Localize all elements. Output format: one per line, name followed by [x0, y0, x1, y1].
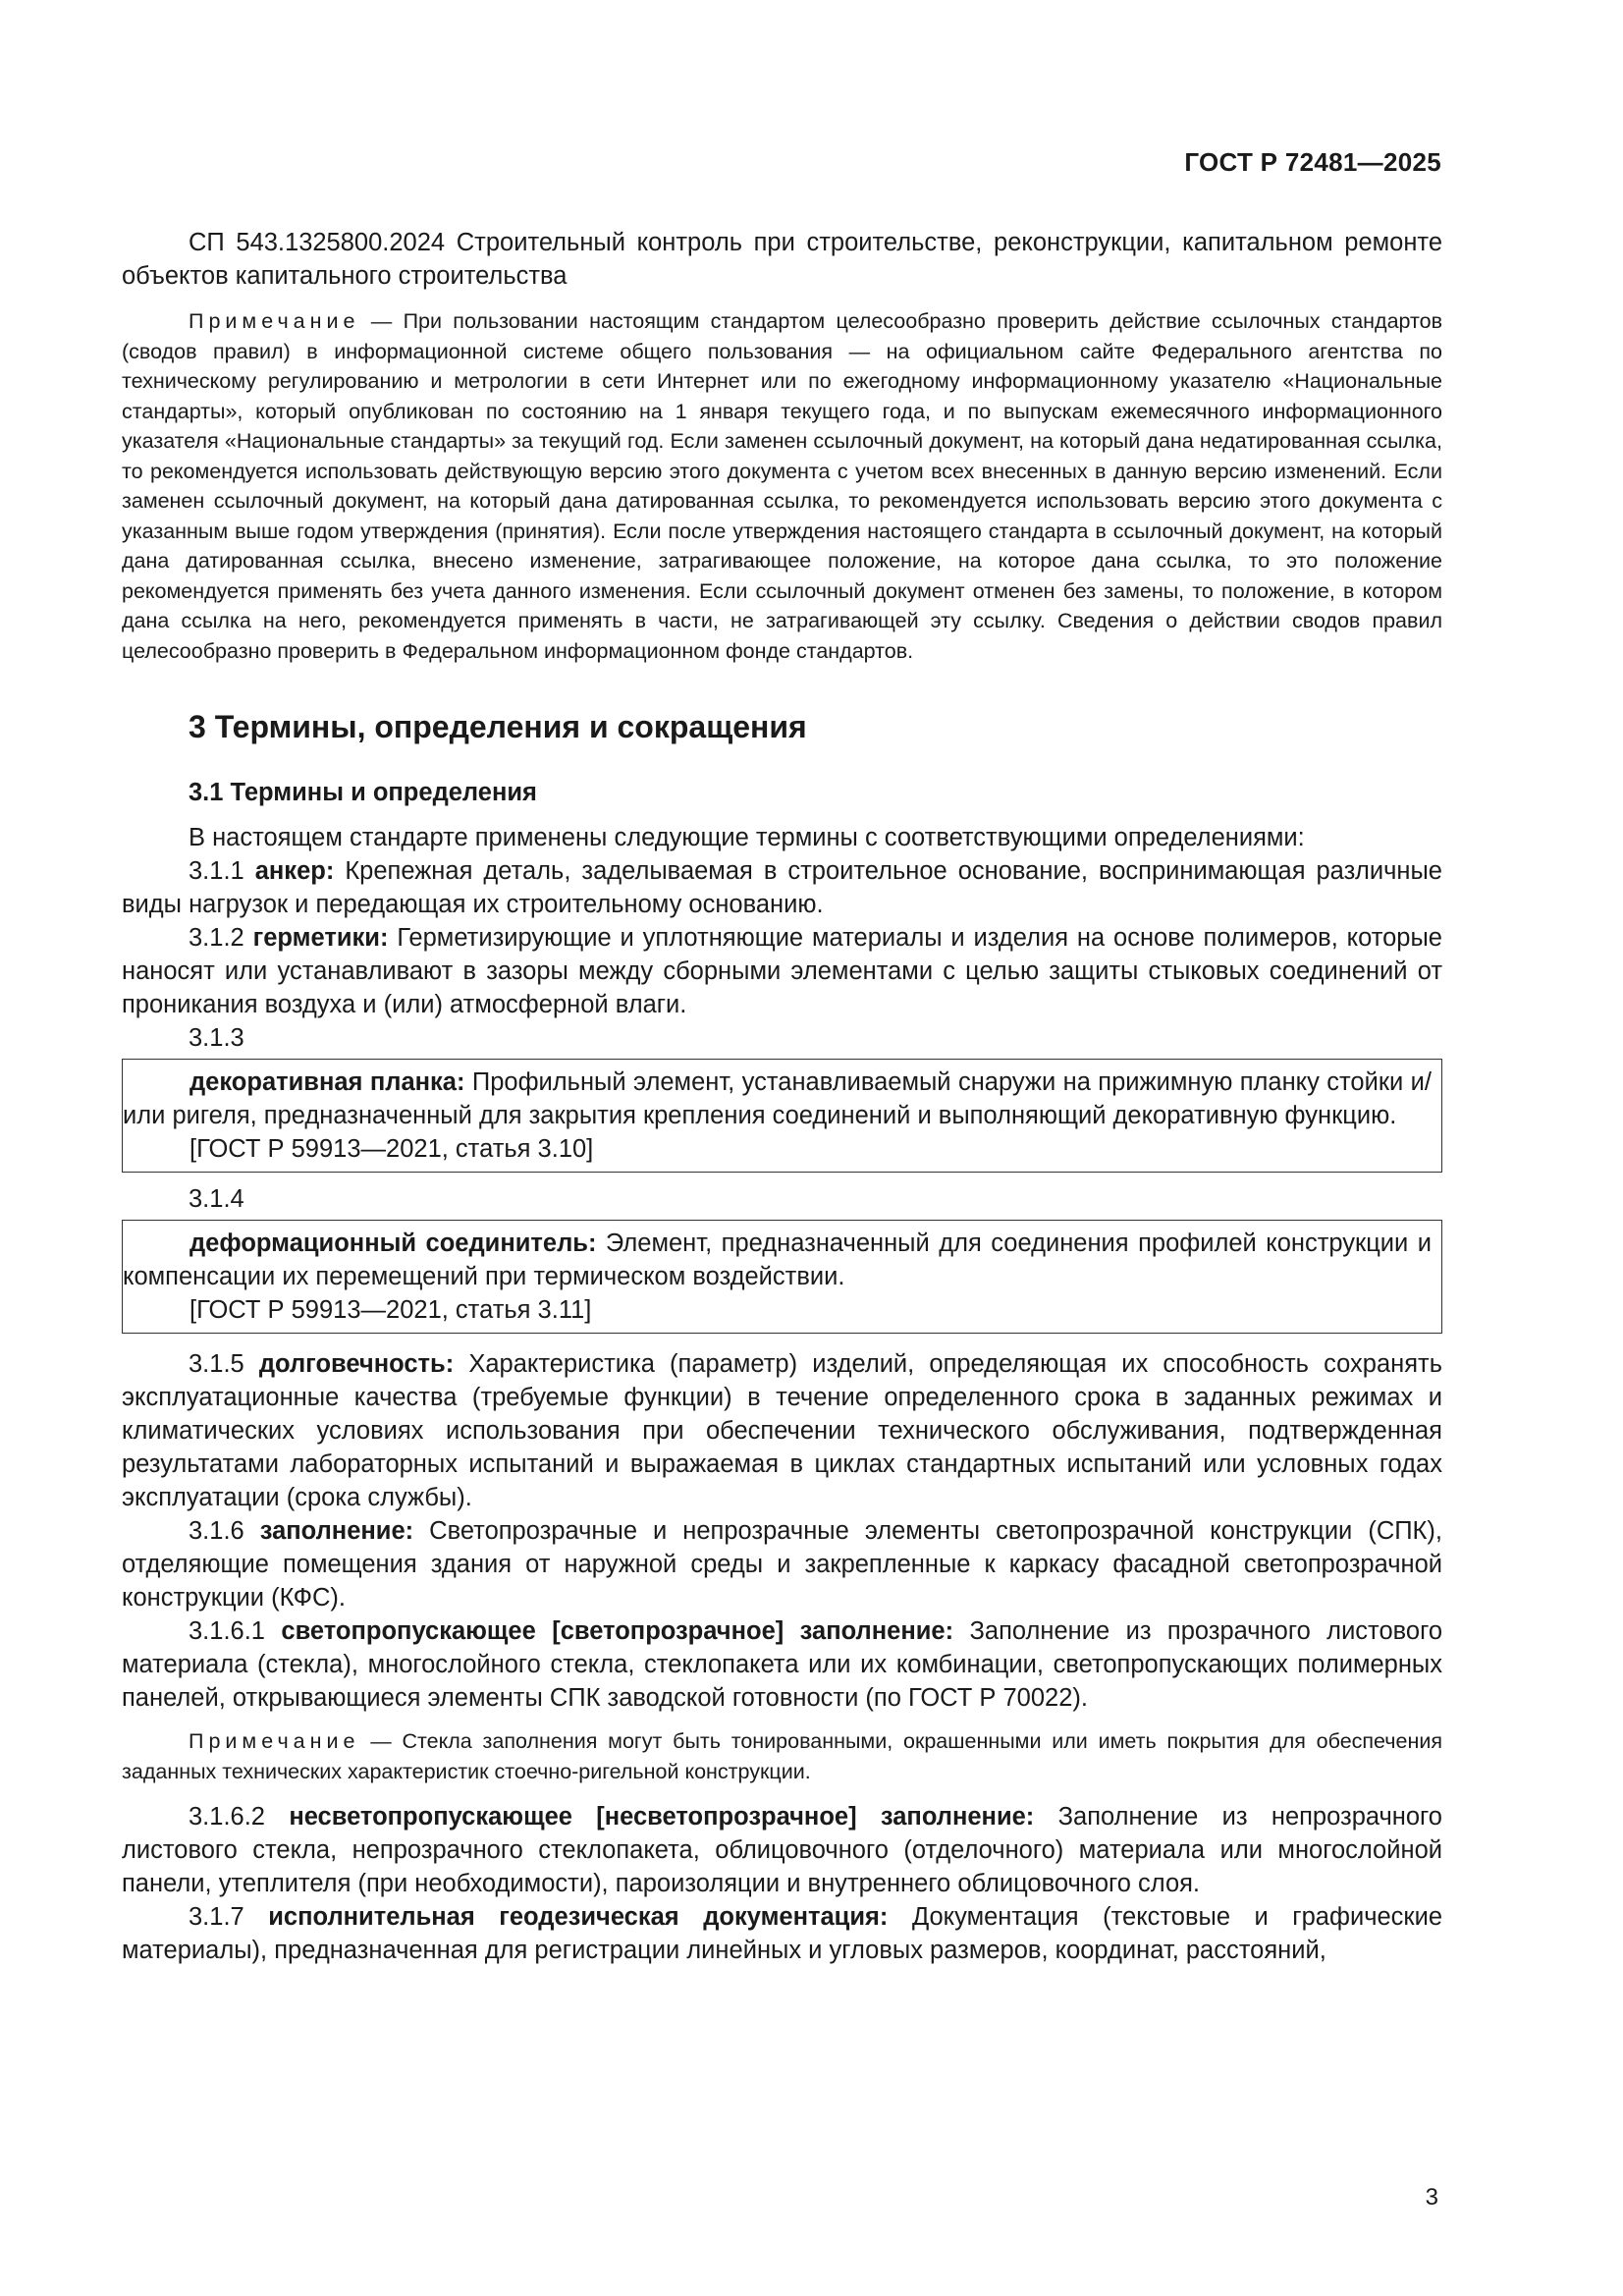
note-references	[122, 306, 1442, 666]
page-number: 3	[1425, 2184, 1438, 2211]
term-3-1-4	[123, 1227, 1432, 1293]
note-text: — При пользовании настоящим стандартом целесообразно проверить действие ссылочных стандартов (сводов правил) в информационной системе общего пользования — на официальном сайте Федерального агентства по техническому регулированию и метрологии в сети Интернет или по ежегодному информационному указателю «Национальные стандарты», который опубликован по состоянию на 1 января текущего года, и по выпускам ежемесячного информационного указателя «Национальные стандарты» за текущий год. Если заменен ссылочный документ, на который дана недатированная ссылка, то рекомендуется использовать действующую версию этого документа с учетом всех внесенных в данную версию изменений. Если заменен ссылочный документ, на который дана датированная ссылка, то рекомендуется использовать версию этого документа с указанным выше годом утверждения (принятия). Если после утверждения настоящего стандарта в ссылочный документ, на который дана датированная ссылка, внесено изменение, затрагивающее положение, на которое дана ссылка, то это положение рекомендуется применять без учета данного изменения. Если ссылочный документ отменен без замены, то положение, в котором дана ссылка на него, рекомендуется применять в части, не затрагивающей эту ссылку. Сведения о действии сводов правил целесообразно проверить в Федеральном информационном фонде стандартов.	[122, 309, 1442, 663]
term-3-1-3-box	[122, 1059, 1442, 1173]
term-definition: Элемент, предназначенный для соединения профилей конструкции и компенсации их перемещений при термическом воздействии.	[123, 1230, 1433, 1290]
term-source-ref: [ГОСТ Р 59913—2021, статья 3.10]	[189, 1135, 594, 1163]
term-number: 3.1.5	[189, 1350, 259, 1378]
term-definition: Светопрозрачные и непрозрачные элементы светопрозрачной конструкции (СПК), отделяющие помещения здания от наружной среды и закрепленные к каркасу фасадной светопрозрачной конструкции (КФС).	[122, 1517, 1442, 1612]
term-3-1-4-box	[122, 1220, 1442, 1334]
term-definition: Герметизирующие и уплотняющие материалы и изделия на основе полимеров, которые наносят или устанавливают в зазоры между сборными элементами с целью защиты стыковых соединений от проникания воздуха и (или) атмосферной влаги.	[122, 924, 1442, 1018]
term-3-1-7	[122, 1900, 1442, 1967]
term-number: 3.1.7	[189, 1903, 269, 1931]
normative-ref-sp: СП 543.1325800.2024 Строительный контроль при строительстве, реконструкции, капитальном ремонте объектов капитального строительства	[122, 229, 1442, 290]
term-3-1-6	[122, 1514, 1442, 1614]
term-3-1-3-number: 3.1.3	[189, 1024, 244, 1052]
term-definition: Характеристика (параметр) изделий, определяющая их способность сохранять эксплуатационные качества (требуемые функции) в течение определенного срока в заданных режимах и климатических условиях использования при обеспечении технического обслуживания, подтвержденная результатами лабораторных испытаний и выражаемая в циклах стандартных испытаний или условных годах эксплуатации (срока службы).	[122, 1350, 1442, 1511]
terms-intro: В настоящем стандарте применены следующие термины с соответствующими определениями:	[189, 824, 1305, 851]
term-3-1-4-number: 3.1.4	[189, 1185, 244, 1213]
note-glass	[122, 1726, 1442, 1786]
term-name: заполнение:	[259, 1517, 414, 1545]
term-number: 3.1.2	[189, 924, 253, 952]
term-name: долговечность:	[258, 1350, 455, 1378]
term-name: герметики:	[252, 924, 389, 952]
term-number: 3.1.6	[189, 1517, 260, 1545]
note-label: Примечание	[189, 1729, 360, 1753]
term-definition: Заполнение из прозрачного листового материала (стекла), многослойного стекла, стеклопакета или их комбинации, светопропускающих полимерных панелей, открывающиеся элементы СПК заводской готовности (по ГОСТ Р 70022).	[122, 1617, 1442, 1712]
term-definition: Заполнение из непрозрачного листового стекла, непрозрачного стеклопакета, облицовочного (отделочного) материала или многослойной панели, утеплителя (при необходимости), пароизоляции и внутреннего облицовочного слоя.	[122, 1803, 1442, 1897]
section-3-1-title: 3.1 Термины и определения	[189, 779, 537, 806]
term-name: исполнительная геодезическая документация:	[268, 1903, 889, 1931]
term-definition: Профильный элемент, устанавливаемый снаружи на прижимную планку стойки и/или ригеля, предназначенный для закрытия крепления соединений и выполняющий декоративную функцию.	[123, 1068, 1432, 1129]
term-3-1-1	[122, 854, 1442, 921]
term-number: 3.1.6.2	[189, 1803, 290, 1831]
term-3-1-5	[122, 1347, 1442, 1514]
term-name: несветопропускающее [несветопрозрачное] заполнение:	[289, 1803, 1035, 1831]
term-name: анкер:	[254, 857, 335, 885]
page-content	[122, 226, 1442, 1967]
document-code-header: ГОСТ Р 72481—2025	[1184, 147, 1441, 177]
term-name: светопропускающее [светопрозрачное] заполнение:	[281, 1617, 954, 1645]
term-3-1-2	[122, 921, 1442, 1021]
term-3-1-3	[123, 1066, 1432, 1132]
term-name: деформационный соединитель:	[189, 1230, 597, 1257]
term-number: 3.1.6.1	[189, 1617, 282, 1645]
term-3-1-6-1	[122, 1614, 1442, 1715]
note-label: Примечание	[189, 309, 360, 333]
term-name: декоративная планка:	[189, 1068, 465, 1096]
section-3-title: 3 Термины, определения и сокращения	[189, 709, 807, 744]
note-text: — Стекла заполнения могут быть тонированными, окрашенными или иметь покрытия для обеспечения заданных технических характеристик стоечно-ригельной конструкции.	[122, 1729, 1442, 1783]
term-definition: Крепежная деталь, заделываемая в строительное основание, воспринимающая различные виды нагрузок и передающая их строительному основанию.	[122, 857, 1442, 918]
term-number: 3.1.1	[189, 857, 255, 885]
term-3-1-6-2	[122, 1800, 1442, 1900]
term-source-ref: [ГОСТ Р 59913—2021, статья 3.11]	[189, 1296, 592, 1324]
term-definition: Документация (текстовые и графические материалы), предназначенная для регистрации линейных и угловых размеров, координат, расстояний,	[122, 1903, 1442, 1964]
